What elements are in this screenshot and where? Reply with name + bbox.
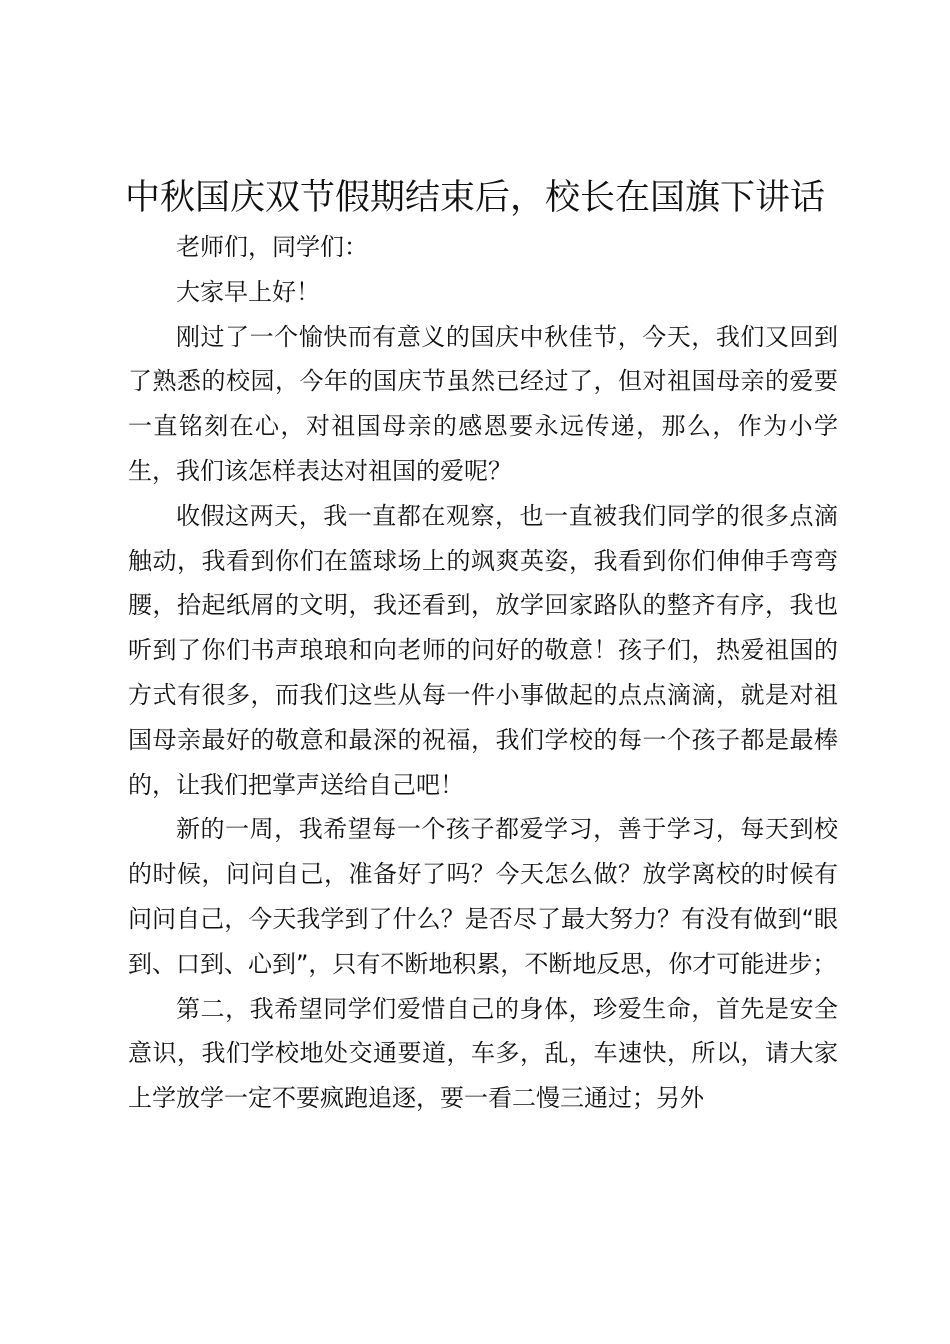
salutation-paragraph: 老师们，同学们： xyxy=(176,233,368,261)
body-paragraph: 新的一周，我希望每一个孩子都爱学习，善于学习，每天到校的时候，问问自己，准备好了吗？今天怎么做？放学离校的时候有问问自己，今天我学到了什么？是否尽了最大努力？有没有做到“眼到、口到、心到”，只有不断地积累，不断地反思，你才可能进步； xyxy=(128,815,838,978)
body-paragraph: 刚过了一个愉快而有意义的国庆中秋佳节，今天，我们又回到了熟悉的校园，今年的国庆节虽然已经过了，但对祖国母亲的爱要一直铭刻在心，对祖国母亲的感恩要永远传递，那么，作为小学生，我们该怎样表达对祖国的爱呢？ xyxy=(128,322,838,485)
body-paragraph: 收假这两天，我一直都在观察，也一直被我们同学的很多点滴触动，我看到你们在篮球场上的飒爽英姿，我看到你们伸伸手弯弯腰，拾起纸屑的文明，我还看到，放学回家路队的整齐有序，我也听到了你们书声琅琅和向老师的问好的敬意！孩子们，热爱祖国的方式有很多，而我们这些从每一件小事做起的点点滴滴，就是对祖国母亲最好的敬意和最深的祝福，我们学校的每一个孩子都是最棒的，让我们把掌声送给自己吧！ xyxy=(128,501,838,799)
body-paragraph: 第二，我希望同学们爱惜自己的身体，珍爱生命，首先是安全意识，我们学校地处交通要道，车多，乱，车速快，所以，请大家上学放学一定不要疯跑追逐，要一看二慢三通过；另外 xyxy=(128,994,838,1113)
greeting-paragraph: 大家早上好！ xyxy=(176,277,320,306)
document-title: 中秋国庆双节假期结束后，校长在国旗下讲话 xyxy=(124,178,825,218)
document-body xyxy=(128,225,838,1121)
